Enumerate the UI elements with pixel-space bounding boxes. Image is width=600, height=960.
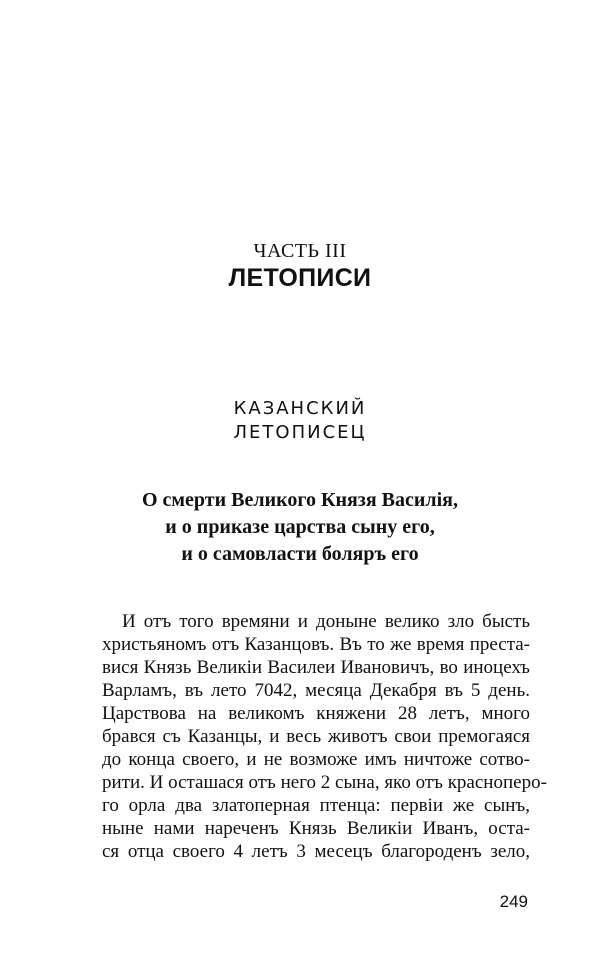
text-line: го орла два златоперная птенца: первіи же сынъ, <box>102 795 530 816</box>
body-paragraph <box>102 610 547 863</box>
text-line: И отъ того времяни и доныне велико зло бысть <box>122 611 530 632</box>
text-line: Варламъ, въ лето 7042, месяца Декабря въ 5 день. <box>102 680 530 701</box>
text-line: ся отца своего 4 летъ 3 месецъ благороденъ зело, <box>102 841 530 862</box>
chapter-heading-line: и о самовласти боляръ его <box>181 543 419 565</box>
page-number: 249 <box>499 892 528 911</box>
text-line: ныне нами нареченъ Князь Великіи Иванъ, оста- <box>102 818 530 839</box>
text-line: до конца своего, и не возможе имъ ничтоже сотво- <box>102 749 530 770</box>
text-line: христьяномъ отъ Казанцовъ. Въ то же время преста- <box>102 634 530 655</box>
text-line: вися Князь Великіи Василеи Ивановичъ, во иноцехъ <box>102 657 530 678</box>
section-title <box>0 397 600 445</box>
section-title-line: ЛЕТОПИСЕЦ <box>233 422 367 443</box>
text-line: Царствова на великомъ княжени 28 летъ, много <box>102 703 530 724</box>
section-title-line: КАЗАНСКИЙ <box>233 398 367 419</box>
text-line: брався съ Казанцы, и весь животъ свои премогаяся <box>102 726 530 747</box>
part-title: ЛЕТОПИСИ <box>228 264 372 292</box>
chapter-heading <box>0 487 600 568</box>
chapter-heading-line: О смерти Великого Князя Василія, <box>142 489 458 511</box>
part-label: ЧАСТЬ III <box>253 240 347 262</box>
chapter-heading-line: и о приказе царства сыну его, <box>165 516 435 538</box>
text-line: рити. И осташася отъ него 2 сына, яко отъ красноперо- <box>102 772 547 793</box>
